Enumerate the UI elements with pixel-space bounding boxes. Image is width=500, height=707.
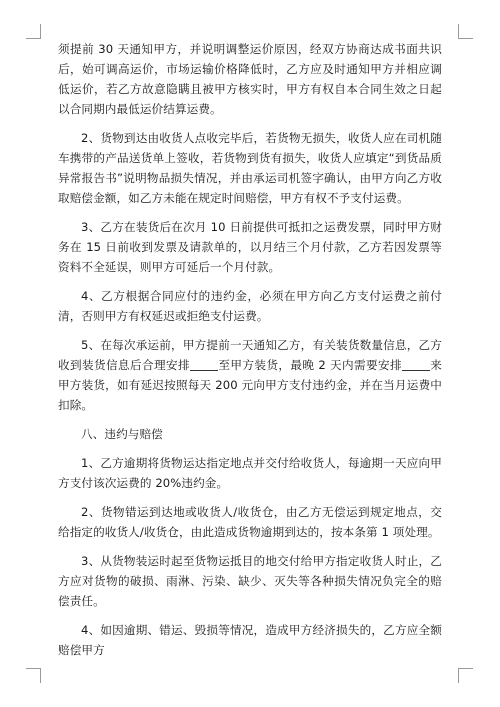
crop-mark-top-right-h (458, 38, 473, 39)
crop-mark-top-left-v (40, 24, 41, 39)
paragraph-continuation: 须提前 30 天通知甲方，并说明调整运价原因，经双方协商达成书面共识后，始可调高运价，市场运输价格降低时，乙方应及时通知甲方并相应调低运价，若乙方故意隐瞒且被甲方核实时，甲方有权自本合同生效之日起以合同期内最低运价结算运费。 (58, 42, 442, 116)
document-body (58, 39, 442, 669)
crop-mark-bottom-left-v (40, 668, 41, 683)
paragraph-clause-3: 3、乙方在装货后在次月 10 日前提供可抵扣之运费发票，同时甲方财务在 15 日前收到发票及请款单的，以月结三个月付款，乙方若因发票等资料不全延误，则甲方可延后一个月付款。 (58, 220, 442, 274)
crop-mark-top-right-v (458, 24, 459, 39)
fill-in-blank-1[interactable] (190, 358, 218, 371)
fill-in-blank-2[interactable] (402, 358, 430, 371)
crop-mark-top-left-h (26, 38, 41, 39)
paragraph-breach-4: 4、如因逾期、错运、毁损等情况，造成甲方经济损失的，乙方应全额赔偿甲方 (58, 623, 442, 657)
crop-mark-bottom-right-h (458, 668, 473, 669)
section-heading: 八、违约与赔偿 (81, 427, 163, 441)
paragraph-clause-5 (58, 335, 442, 415)
clause-5-part-b: 至甲方装货，最晚 2 天内需要安排 (218, 358, 402, 372)
paragraph-breach-2: 2、货物错运到达地或收货人/收货仓，由乙方无偿运到规定地点，交给指定的收货人/收货仓，由此造成货物逾期到达的，按本条第 1 项处理。 (58, 505, 442, 539)
crop-mark-bottom-left-h (26, 668, 41, 669)
paragraph-breach-3: 3、从货物装运时起至货物运抵目的地交付给甲方指定收货人时止，乙方应对货物的破损、雨淋、污染、缺少、灭失等各种损失情况负完全的赔偿责任。 (58, 554, 442, 608)
crop-mark-bottom-right-v (458, 668, 459, 683)
clause-5-part-c: 来甲方装货，如有延迟按照每天 200 元向甲方支付违约金，并在当月运费中扣除。 (58, 358, 443, 412)
paragraph-clause-4: 4、乙方根据合同应付的违约金，必须在甲方向乙方支付运费之前付清，否则甲方有权延迟或拒绝支付运费。 (58, 289, 442, 323)
paragraph-clause-2: 2、货物到达由收货人点收完毕后，若货物无损失，收货人应在司机随车携带的产品送货单上签收，若货物到货有损失，收货人应填定“到货品质异常报告书”说明物品损失情况，并由承运司机签字确认，由甲方向乙方收取赔偿金额，如乙方未能在规定时间赔偿，甲方有权不予支付运费。 (58, 131, 442, 205)
paragraph-breach-1: 1、乙方逾期将货物运达指定地点并交付给收货人，每逾期一天应向甲方支付该次运费的 20%违约金。 (58, 456, 442, 490)
clause-5-part-a: 5、在每次承运前，甲方提前一天通知乙方，有关装货数量信息，乙方收到装货信息后合理安排 (58, 338, 442, 372)
